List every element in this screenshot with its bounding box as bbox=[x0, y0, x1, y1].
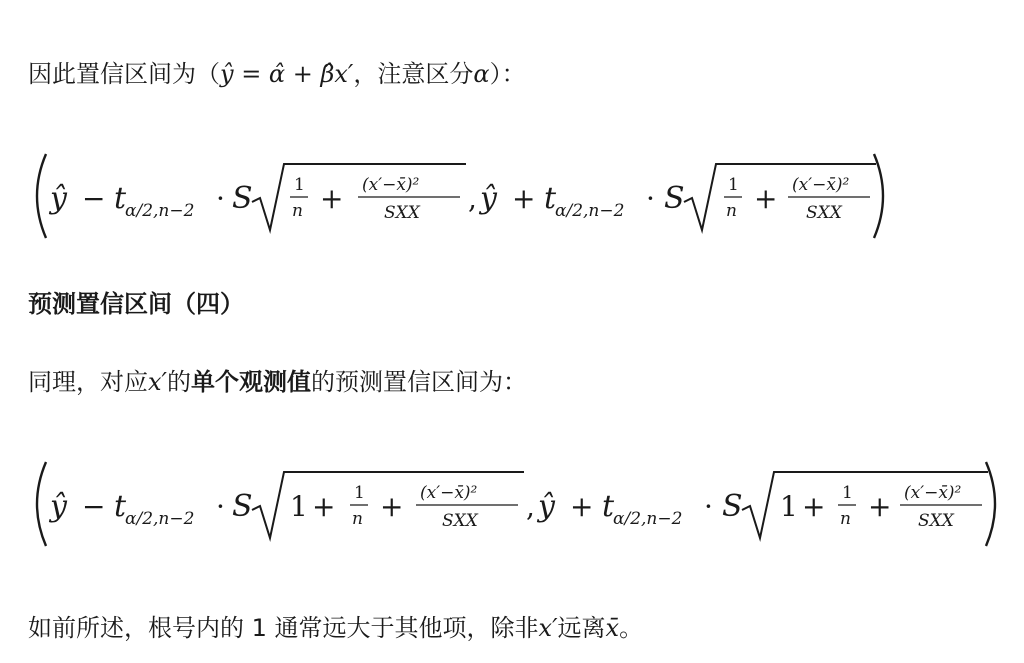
s-symbol: S bbox=[232, 181, 253, 216]
frac-denominator: SXX bbox=[442, 511, 478, 531]
plus-sign: + bbox=[380, 490, 404, 523]
section-heading: 预测置信区间（四） bbox=[28, 290, 244, 318]
para3-xbar: x̄ bbox=[605, 614, 620, 642]
frac-n: n bbox=[352, 509, 363, 529]
minus-sign: − bbox=[82, 490, 106, 523]
frac-numerator: (x′−x̄)² bbox=[362, 175, 420, 195]
t-subscript: α/2,n−2 bbox=[125, 509, 195, 529]
dot-operator-2: · bbox=[704, 490, 713, 523]
intro-suffix-b: ）： bbox=[489, 60, 526, 88]
frac-numerator-2: (x′−x̄)² bbox=[792, 175, 850, 195]
confidence-interval-formula bbox=[28, 150, 888, 242]
one-term-2: 1 bbox=[780, 490, 798, 523]
frac-one-2: 1 bbox=[728, 175, 739, 195]
dot-operator-2: · bbox=[646, 182, 655, 215]
yhat-2: ŷ bbox=[538, 489, 555, 524]
t-symbol-2: t bbox=[544, 181, 557, 216]
s-symbol-2: S bbox=[722, 489, 743, 524]
dot-operator: · bbox=[216, 182, 225, 215]
plus-sign: + bbox=[320, 182, 344, 215]
para2-xprime: x′ bbox=[148, 368, 167, 396]
intro-line bbox=[28, 56, 526, 92]
frac-n-2: n bbox=[840, 509, 851, 529]
comma: , bbox=[526, 490, 535, 523]
frac-one: 1 bbox=[294, 175, 305, 195]
frac-denominator: SXX bbox=[384, 203, 420, 223]
minus-sign: − bbox=[82, 182, 106, 215]
plus-sign-2: + bbox=[512, 182, 536, 215]
one-term: 1 bbox=[290, 490, 308, 523]
frac-denominator-2: SXX bbox=[806, 203, 842, 223]
right-paren bbox=[986, 462, 995, 546]
right-paren bbox=[874, 154, 883, 238]
para3-xprime: x′ bbox=[538, 614, 558, 642]
t-subscript: α/2,n−2 bbox=[125, 201, 195, 221]
intro-alpha: α bbox=[473, 60, 490, 88]
para2-prefix: 同理，对应 bbox=[28, 368, 148, 396]
left-paren bbox=[37, 154, 46, 238]
closing-line bbox=[28, 610, 643, 646]
intro-math: ŷ = α̂ + β̂x′ bbox=[220, 60, 354, 88]
prediction-interval-formula bbox=[28, 458, 998, 550]
yhat: ŷ bbox=[50, 181, 67, 216]
frac-numerator-2: (x′−x̄)² bbox=[904, 483, 962, 503]
para2-bold: 单个观测值 bbox=[190, 368, 311, 396]
plus-sign-2: + bbox=[570, 490, 594, 523]
frac-numerator: (x′−x̄)² bbox=[420, 483, 478, 503]
prediction-intro-line bbox=[28, 364, 527, 400]
s-symbol: S bbox=[232, 489, 253, 524]
frac-one-2: 1 bbox=[842, 483, 853, 503]
frac-n: n bbox=[292, 201, 303, 221]
t-subscript-2: α/2,n−2 bbox=[613, 509, 683, 529]
para3-mid: 远离 bbox=[557, 614, 606, 642]
frac-denominator-2: SXX bbox=[918, 511, 954, 531]
plus-sign-3: + bbox=[868, 490, 892, 523]
para3-end: 。 bbox=[619, 614, 644, 642]
t-symbol: t bbox=[114, 489, 127, 524]
para3-prefix: 如前所述，根号内的 1 通常远大于其他项，除非 bbox=[28, 614, 539, 642]
dot-operator: · bbox=[216, 490, 225, 523]
t-symbol-2: t bbox=[602, 489, 615, 524]
para2-mid: 的 bbox=[166, 368, 191, 396]
para2-suffix: 的预测置信区间为： bbox=[310, 368, 527, 396]
frac-one: 1 bbox=[354, 483, 365, 503]
plus-sign-a: + bbox=[312, 490, 336, 523]
t-subscript-2: α/2,n−2 bbox=[555, 201, 625, 221]
left-paren bbox=[37, 462, 46, 546]
intro-suffix-a: ，注意区分 bbox=[353, 60, 474, 88]
frac-n-2: n bbox=[726, 201, 737, 221]
yhat: ŷ bbox=[50, 489, 67, 524]
s-symbol-2: S bbox=[664, 181, 685, 216]
yhat-2: ŷ bbox=[480, 181, 497, 216]
plus-sign-b: + bbox=[802, 490, 826, 523]
intro-prefix: 因此置信区间为（ bbox=[28, 60, 220, 88]
t-symbol: t bbox=[114, 181, 127, 216]
comma: , bbox=[468, 182, 477, 215]
plus-sign-3: + bbox=[754, 182, 778, 215]
